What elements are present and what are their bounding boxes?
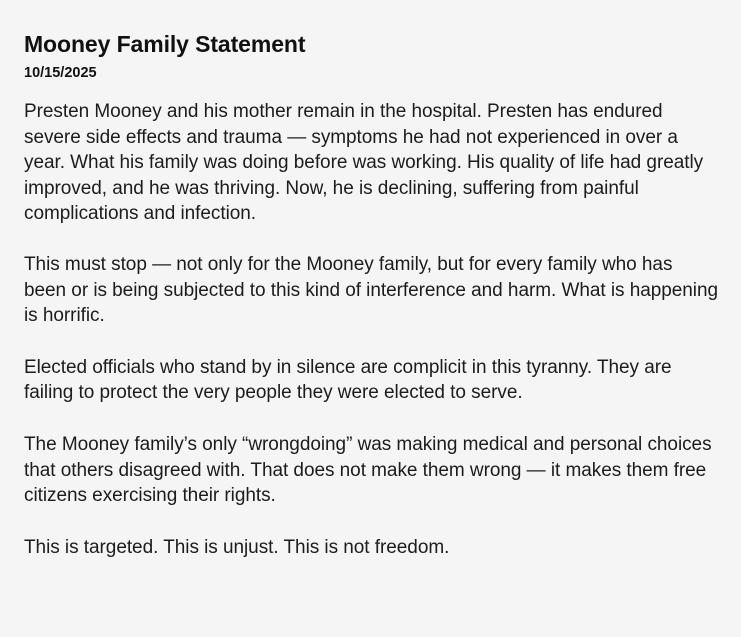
statement-paragraph-5: This is targeted. This is unjust. This is not freedom. (24, 536, 450, 558)
statement-paragraph-1: Presten Mooney and his mother remain in the hospital. Presten has endured severe side effects and trauma — symptoms he had not experienced in over a year. What his family was doing before was working. His quality of life had greatly improved, and he was thriving. Now, he is declining, suffering from painful complications and infection. (24, 101, 704, 225)
statement-date: 10/15/2025 (24, 65, 97, 81)
statement-paragraph-3: Elected officials who stand by in silence are complicit in this tyranny. They are failing to protect the very people they were elected to serve. (24, 356, 672, 404)
statement-title: Mooney Family Statement (24, 31, 306, 57)
statement-paragraph-2: This must stop — not only for the Mooney family, but for every family who has been or is being subjected to this kind of interference and harm. What is happening is horrific. (24, 253, 718, 327)
statement-paragraph-4: The Mooney family’s only “wrongdoing” was making medical and personal choices that others disagreed with. That does not make them wrong — it makes them free citizens exercising their rights. (24, 433, 712, 507)
